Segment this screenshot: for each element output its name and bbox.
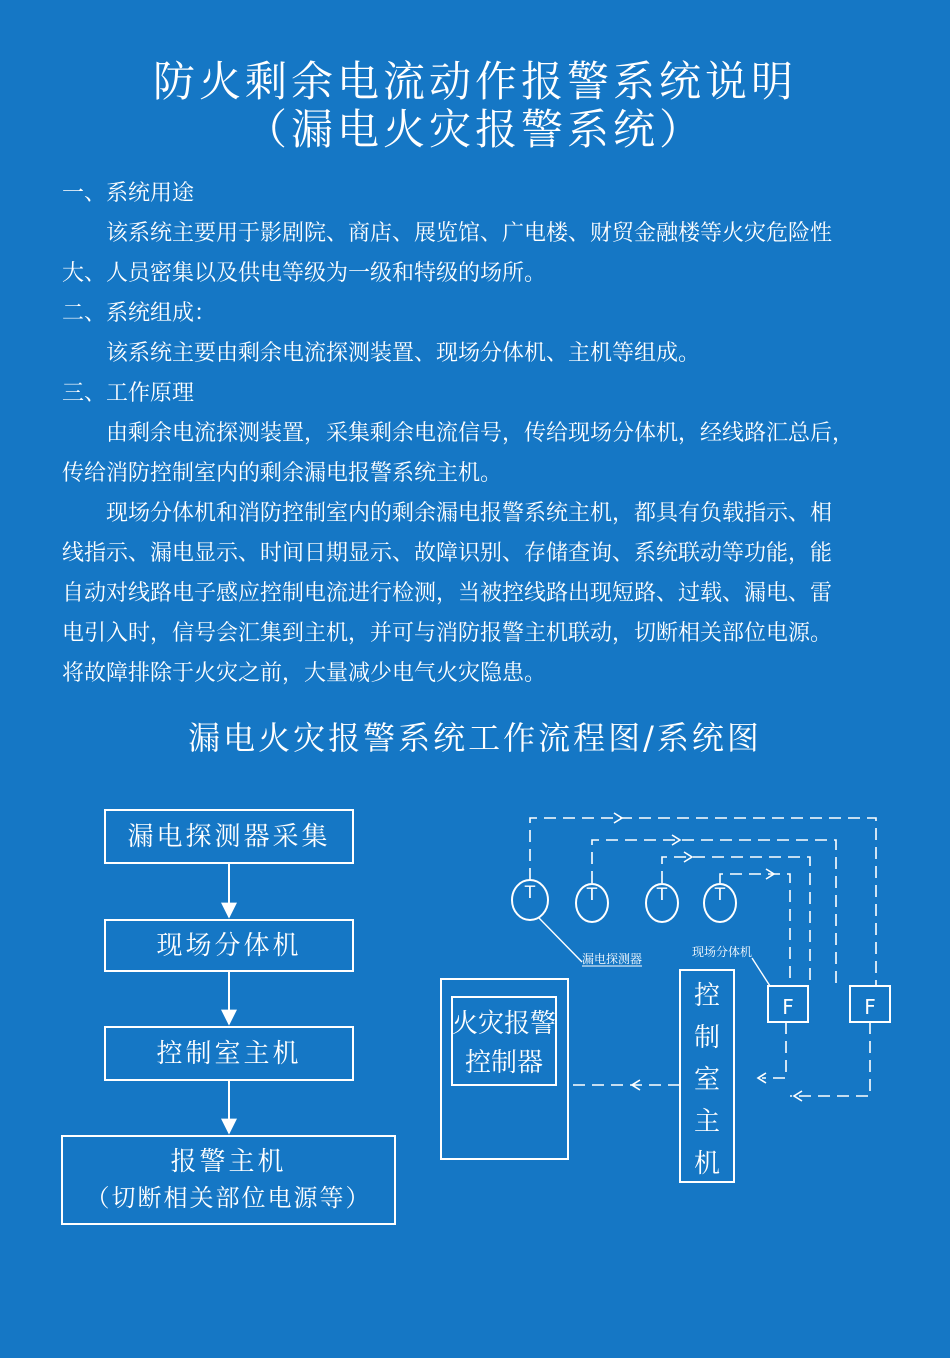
- paragraph-line: 该系统主要用于影剧院、商店、展览馆、广电楼、财贸金融楼等火灾危险性: [106, 221, 833, 246]
- field-unit: [850, 986, 890, 1022]
- detector-symbol: T: [714, 885, 726, 905]
- field-unit-symbol: F: [864, 995, 876, 1019]
- host-char: 主: [693, 1107, 721, 1137]
- detector: [576, 884, 608, 922]
- flow-step-label: 现场分体机: [156, 930, 302, 961]
- detector-symbol: T: [656, 885, 668, 905]
- flow-step-label: 报警主机: [170, 1147, 287, 1177]
- detector: [512, 880, 548, 920]
- paragraph-line: 由剩余电流探测装置，采集剩余电流信号，传给现场分体机，经线路汇总后，: [106, 421, 855, 446]
- field-unit-label: 现场分体机: [692, 945, 753, 959]
- diagram-title: 漏电火灾报警系统工作流程图/系统图: [188, 719, 762, 757]
- paragraph-line: 线指示、漏电显示、时间日期显示、故障识别、存储查询、系统联动等功能，能: [62, 541, 833, 566]
- title-line-2: （漏电火灾报警系统）: [244, 105, 705, 154]
- host-char: 制: [693, 1023, 721, 1053]
- paragraph-line: 大、人员密集以及供电等级为一级和特级的场所。: [62, 261, 547, 286]
- control-room-host: [680, 970, 734, 1182]
- fire-alarm-controller: [441, 979, 568, 1159]
- host-char: 室: [693, 1065, 721, 1095]
- detector-symbol: T: [524, 883, 536, 903]
- detector-label: 漏电探测器: [582, 952, 643, 966]
- flow-step-label: 漏电探测器采集: [127, 821, 331, 852]
- host-char: 机: [693, 1149, 721, 1179]
- controller-label-line: 控制器: [464, 1048, 544, 1078]
- paragraph-line: 该系统主要由剩余电流探测装置、现场分体机、主机等组成。: [106, 341, 701, 366]
- controller-label-line: 火灾报警: [451, 1009, 557, 1039]
- paragraph-line: 电引入时，信号会汇集到主机，并可与消防报警主机联动，切断相关部位电源。: [62, 621, 833, 646]
- flow-step-label: 控制室主机: [156, 1038, 302, 1069]
- paragraph-line: 传给消防控制室内的剩余漏电报警系统主机。: [62, 461, 503, 486]
- detector: [704, 884, 736, 922]
- section-heading: 一、系统用途: [62, 181, 195, 206]
- title-line-1: 防火剩余电流动作报警系统说明: [152, 57, 797, 106]
- host-char: 控: [693, 981, 721, 1011]
- detector: [646, 884, 678, 922]
- section-heading: 三、工作原理: [62, 381, 195, 406]
- field-unit-symbol: F: [782, 995, 794, 1019]
- paragraph-line: 将故障排除于火灾之前，大量减少电气火灾隐患。: [62, 661, 547, 686]
- detector-leader: [538, 917, 582, 962]
- field-unit-leader: [752, 958, 770, 986]
- detector-symbol: T: [586, 885, 598, 905]
- flow-step-sublabel: （切断相关部位电源等）: [85, 1184, 372, 1212]
- paragraph-line: 现场分体机和消防控制室内的剩余漏电报警系统主机，都具有负载指示、相: [106, 501, 833, 526]
- section-heading: 二、系统组成：: [62, 301, 217, 326]
- paragraph-line: 自动对线路电子感应控制电流进行检测，当被控线路出现短路、过载、漏电、雷: [62, 581, 833, 606]
- field-unit: [768, 986, 808, 1022]
